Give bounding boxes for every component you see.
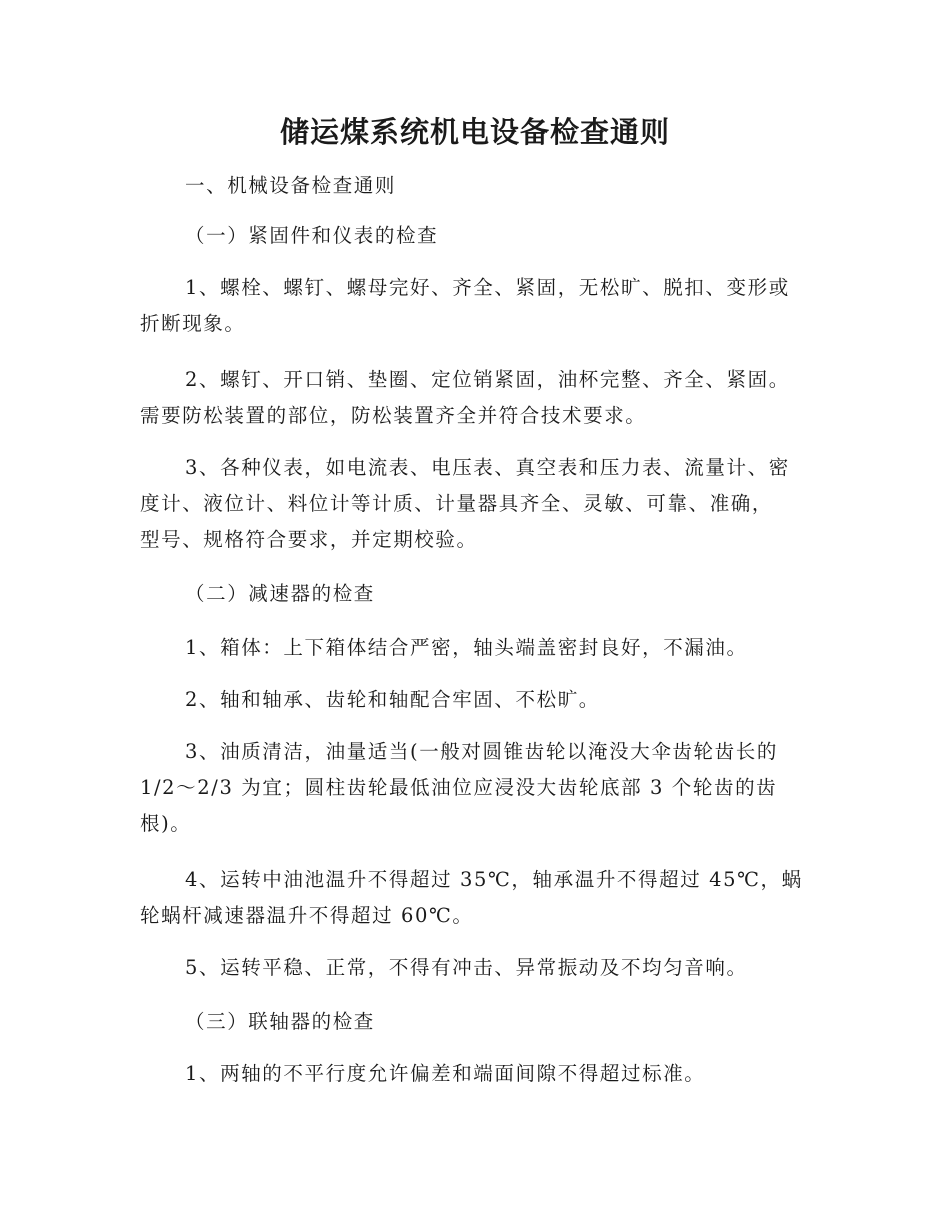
paragraph-instruments <box>140 450 810 558</box>
text-line: 3、各种仪表，如电流表、电压表、真空表和压力表、流量计、密 <box>185 456 790 479</box>
text-line: 需要防松装置的部位，防松装置齐全并符合技术要求。 <box>140 404 647 427</box>
paragraph-reducer-1: 1、箱体：上下箱体结合严密，轴头端盖密封良好，不漏油。 <box>185 636 748 659</box>
text-line: 根)。 <box>140 812 192 835</box>
paragraph-coupling-1: 1、两轴的不平行度允许偏差和端面间隙不得超过标准。 <box>185 1062 706 1085</box>
paragraph-reducer-5: 5、运转平稳、正常，不得有冲击、异常振动及不均匀音响。 <box>185 956 748 979</box>
paragraph-reducer-4 <box>140 862 810 934</box>
text-line: 3、油质清洁，油量适当(一般对圆锥齿轮以淹没大伞齿轮齿长的 <box>185 740 778 763</box>
paragraph-reducer-2: 2、轴和轴承、齿轮和轴配合牢固、不松旷。 <box>185 688 600 711</box>
section-heading-mechanical: 一、机械设备检查通则 <box>185 174 397 197</box>
paragraph-fasteners-1 <box>140 270 810 342</box>
subsection-heading-fasteners: （一）紧固件和仪表的检查 <box>185 224 439 247</box>
text-line: 2、螺钉、开口销、垫圈、定位销紧固，油杯完整、齐全、紧固。 <box>185 368 790 391</box>
document-title: 储运煤系统机电设备检查通则 <box>279 115 670 149</box>
paragraph-reducer-3 <box>140 734 810 842</box>
text-line: 折断现象。 <box>140 312 246 335</box>
text-line: 1、螺栓、螺钉、螺母完好、齐全、紧固，无松旷、脱扣、变形或 <box>185 276 790 299</box>
subsection-heading-reducer: （二）减速器的检查 <box>185 582 375 605</box>
paragraph-fasteners-2 <box>140 362 810 434</box>
text-line: 度计、液位计、料位计等计质、计量器具齐全、灵敏、可靠、准确， <box>140 492 774 515</box>
text-line: 轮蜗杆减速器温升不得超过 60℃。 <box>140 904 474 927</box>
subsection-heading-coupling: （三）联轴器的检查 <box>185 1010 375 1033</box>
text-line: 型号、规格符合要求，并定期校验。 <box>140 528 478 551</box>
text-line: 4、运转中油池温升不得超过 35℃，轴承温升不得超过 45℃，蜗 <box>185 868 803 891</box>
text-line: 1/2～2/3 为宜；圆柱齿轮最低油位应浸没大齿轮底部 3 个轮齿的齿 <box>140 776 778 799</box>
